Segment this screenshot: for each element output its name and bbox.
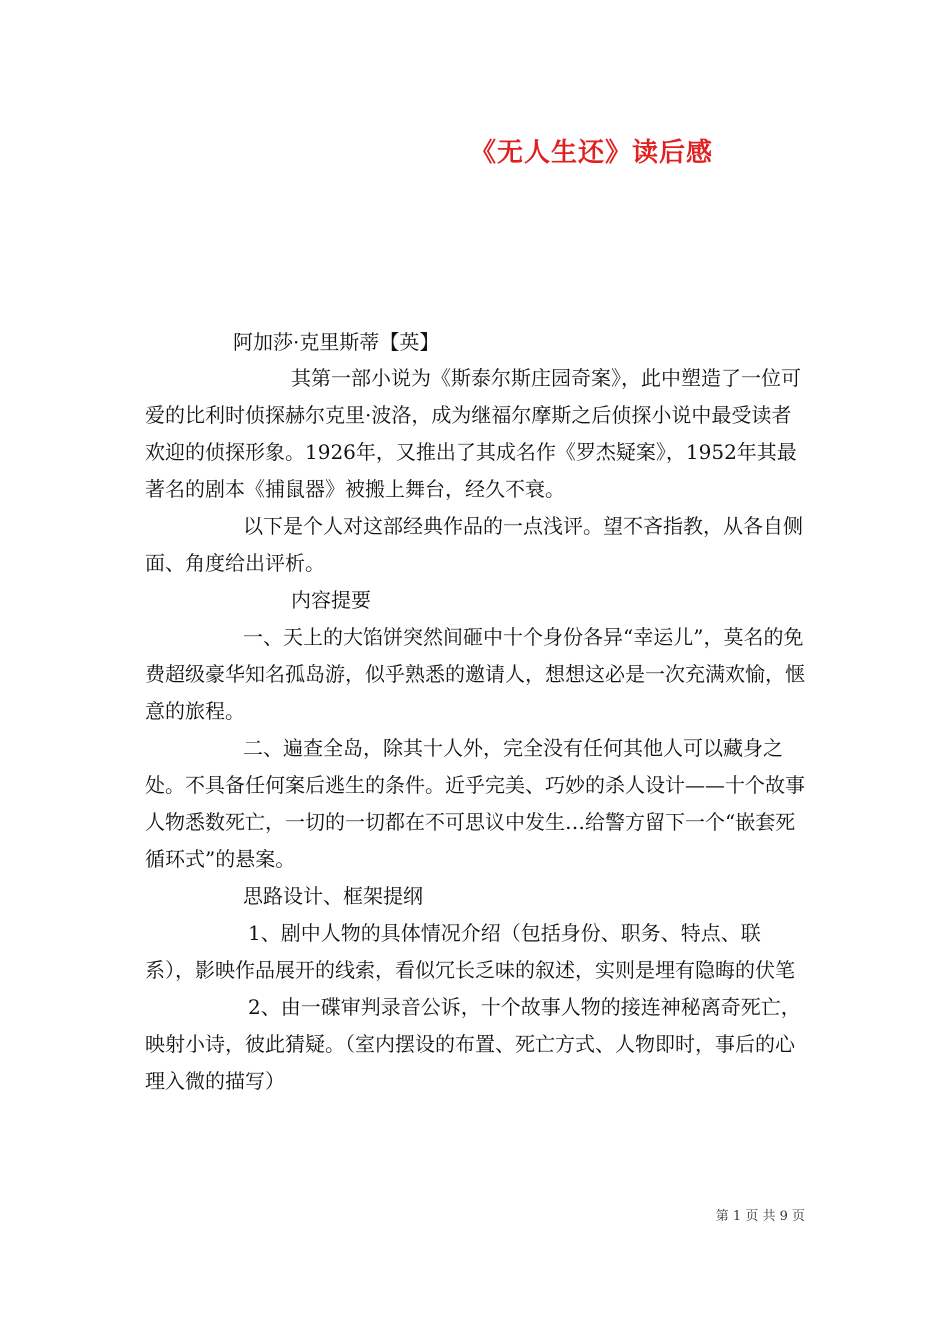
document-title: 《无人生还》读后感 — [470, 138, 714, 168]
paragraph-outline-2: 2、由一碟审判录音公诉，十个故事人物的接连神秘离奇死亡，映射小诗，彼此猜疑。（室内摆设的布置、死亡方式、人物即时，事后的心理入微的描写） — [145, 995, 801, 1093]
paragraph-outline-1: 1、剧中人物的具体情况介绍（包括身份、职务、特点、联系），影映作品展开的线索，看似冗长乏味的叙述，实则是埋有隐晦的伏笔 — [145, 921, 795, 982]
heading-outline: 思路设计、框架提纲 — [243, 884, 423, 908]
paragraph-summary-2: 二、遍查全岛，除其十人外，完全没有任何其他人可以藏身之处。不具备任何案后逃生的条件。近乎完美、巧妙的杀人设计——十个故事人物悉数死亡，一切的一切都在不可思议中发生…给警方留下一个“嵌套死循环式”的悬案。 — [145, 736, 805, 871]
page-number-footer: 第 1 页 共 9 页 — [715, 1209, 805, 1224]
paragraph-intro: 其第一部小说为《斯泰尔斯庄园奇案》，此中塑造了一位可爱的比利时侦探赫尔克里·波洛，成为继福尔摩斯之后侦探小说中最受读者欢迎的侦探形象。1926年，又推出了其成名作《罗杰疑案》，1952年其最著名的剧本《捕鼠器》被搬上舞台，经久不衰。 — [145, 366, 801, 501]
author-line: 阿加莎·克里斯蒂【英】 — [233, 330, 440, 354]
paragraph-summary-1: 一、天上的大馅饼突然间砸中十个身份各异“幸运儿”，莫名的免费超级豪华知名孤岛游，似乎熟悉的邀请人，想想这必是一次充满欢愉，惬意的旅程。 — [145, 625, 805, 723]
paragraph-review-note: 以下是个人对这部经典作品的一点浅评。望不吝指教，从各自侧面、角度给出评析。 — [145, 514, 803, 575]
document-body — [145, 360, 807, 1100]
heading-summary: 内容提要 — [291, 588, 371, 612]
